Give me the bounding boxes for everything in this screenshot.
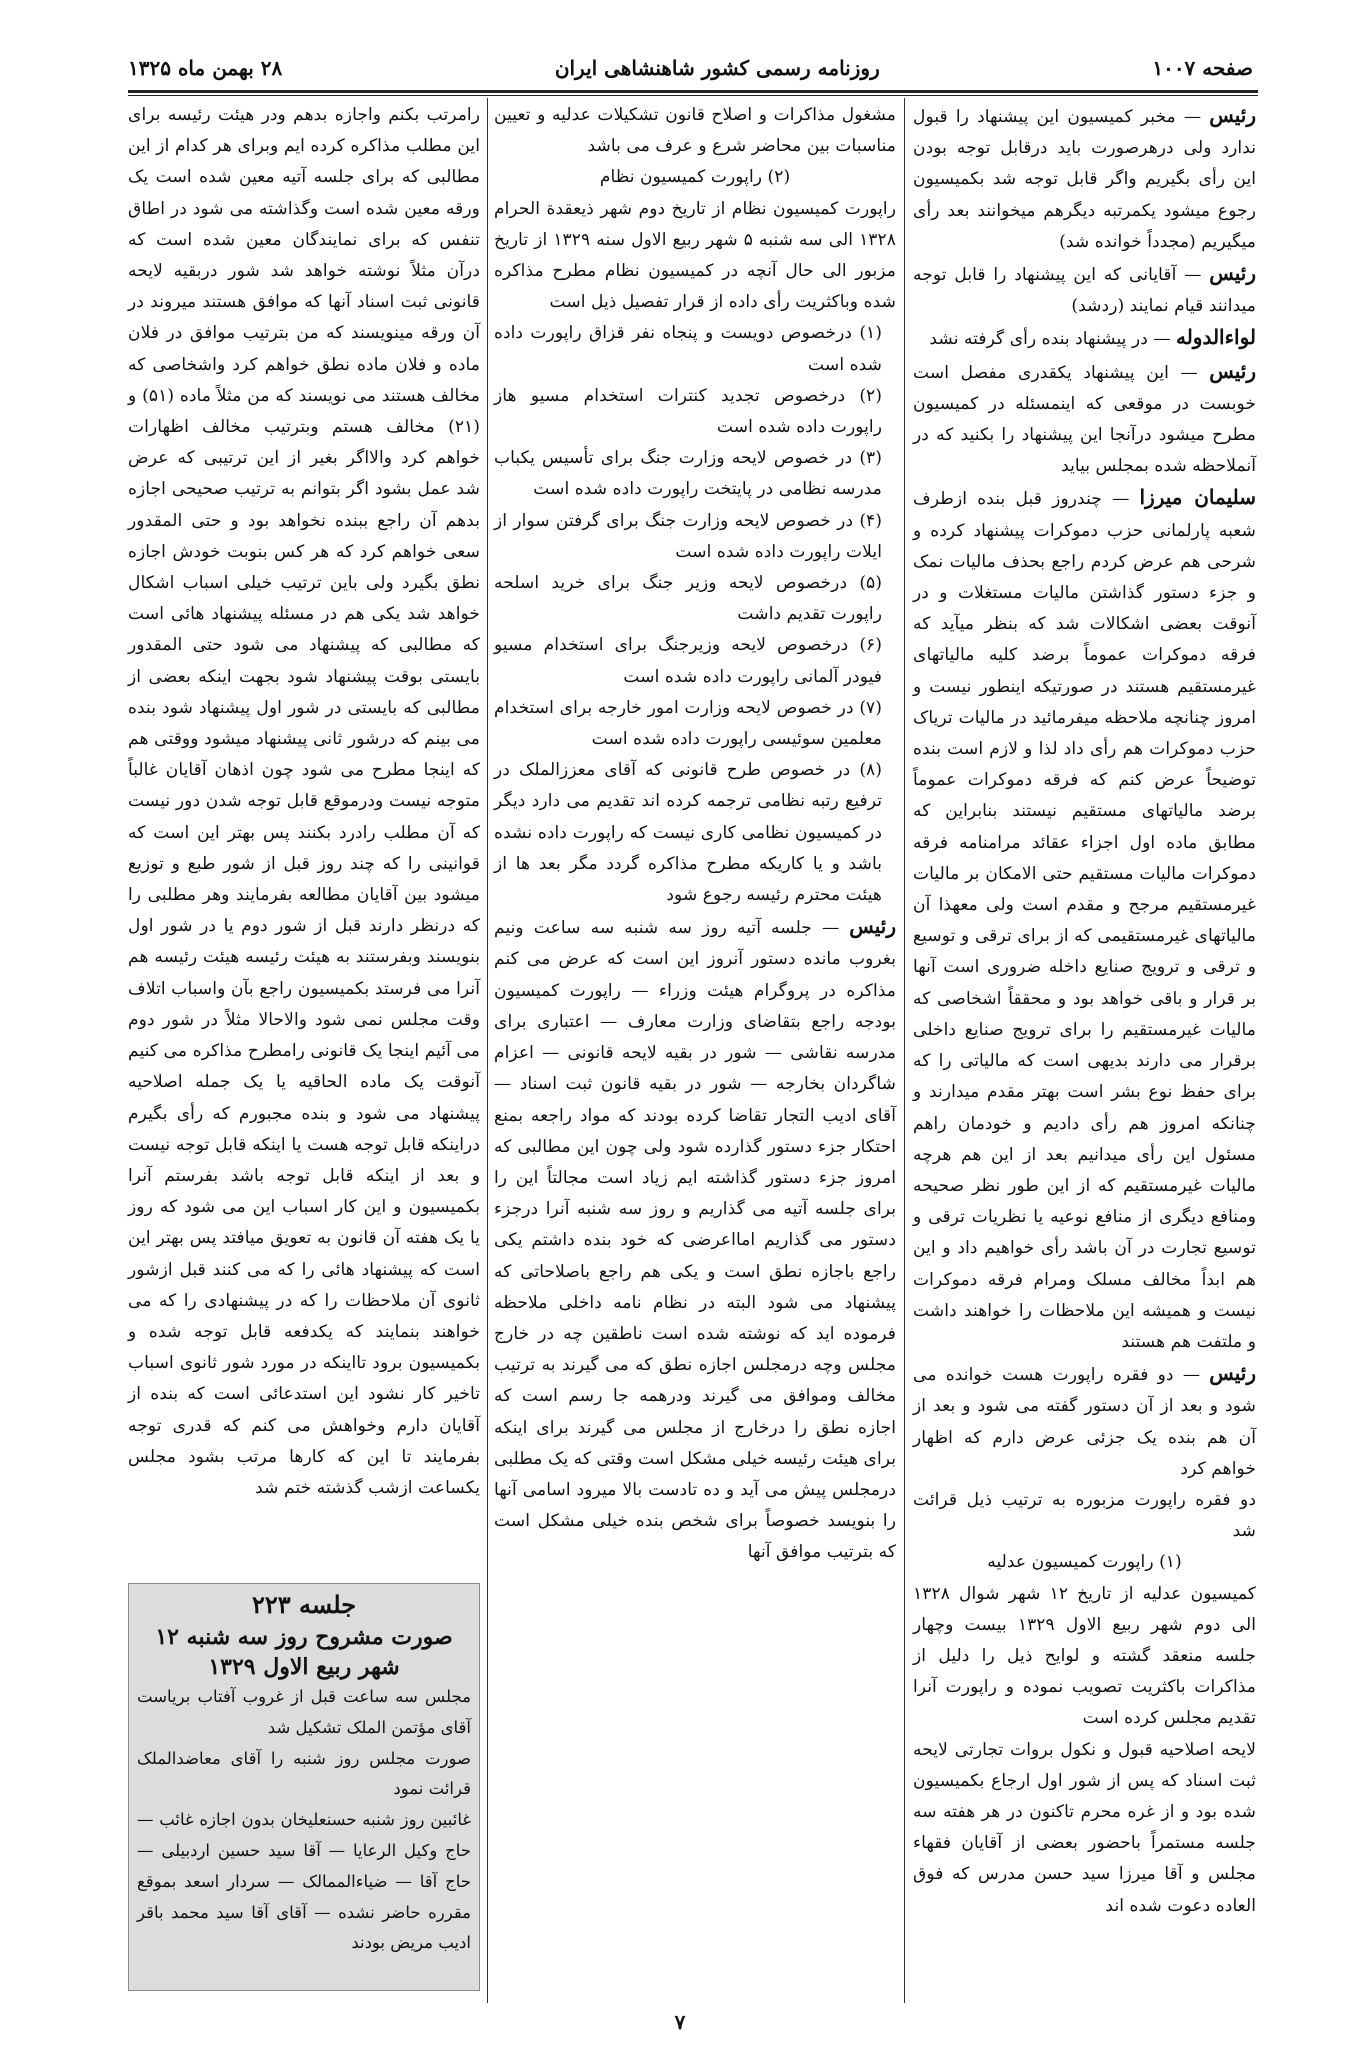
speaker-name: رئیس [1209, 1361, 1256, 1386]
article-paragraph [913, 1579, 1256, 1735]
article-paragraph [494, 318, 896, 380]
article-paragraph [913, 1358, 1256, 1485]
page-header [128, 48, 1253, 88]
paragraph-text: — جلسه آتیه روز سه شنبه سه ساعت ونیم بغروب مانده دستور آنروز این است که عرض می کنم مذاکره در پروگرام هیئت وزراء — راپورت کمیسیون بودجه راجع بتقاضای وزارت معارف — اعتباری برای مدرسه نقاشی — شور در بقیه لایحه قانونی — اعزام شاگردان بخارجه — شور در بقیه قانون ثبت اسناد — آقای ادیب التجار تقاضا کرده بودند که مواد راجعه بمنع احتکار جزء دستور گذارده شود ولی چون این مطالبی که امروز جزء دستور گذاشته ایم زیاد است مجالتاً این را برای جلسه آتیه می گذاریم و روز سه شنبه آنرا درجزء دستور می گذاریم امااعرضی که خود بنده داشتم یکی راجع باجازه نطق است و یکی هم راجع باصلاحاتی که پیشنهاد می شود البته در نظام نامه داخلی ملاحظه فرموده اید که نوشته شده است ناطقین چه در خارج مجلس وچه درمجلس اجازه نطق که می گیرند به ترتیب مخالف وموافق می گیرند ودرهمه جا رسم است که اجازه نطق را درخارج از مجلس می گیرند برای اینکه برای هیئت رئیسه خیلی مشکل است وقتی که یک مطلبی درمجلس پیش می آید و ده تادست بالا میرود اسامی آنها را بنویسد خصوصاً برای شخص بنده خیلی مشکل است که بترتیب موافق آنها [494, 918, 896, 1563]
speaker-name: رئیس [1209, 358, 1256, 383]
paragraph-text: مشغول مذاکرات و اصلاح قانون تشکیلات عدلیه و تعیین مناسبات بین محاضر شرع و عرف می باشد [494, 105, 896, 157]
speaker-name: لواءالدوله [1175, 325, 1256, 350]
session-title: صورت مشروح روز سه شنبه ۱۲ شهر ربیع الاول ۱۳۲۹ [155, 1624, 453, 1680]
session-paragraph: غائبین روز شنبه حسنعلیخان بدون اجازه غائب — حاج وکیل الرعایا — آقا سید حسین اردبیلی — حاج آقا — ضیاءالممالک — سردار اسعد بموقع مقرره حاضر نشده — آقای آقا سید محمد باقر ادیب مریض بودند [137, 1810, 471, 1953]
paragraph-text: کمیسیون عدلیه از تاریخ ۱۲ شهر شوال ۱۳۲۸ الی دوم شهر ربیع الاول ۱۳۲۹ بیست وچهار جلسه منعقد گشته و لوایح ذیل را دلیل از مذاکرات باکثریت تصویب نموده و راپورت آنرا تقدیم مجلس کرده است [913, 1583, 1256, 1729]
article-paragraph [913, 482, 1256, 1358]
paragraph-text: (۸) در خصوص طرح قانونی که آقای معززالملک در ترفیع رتبه نظامی ترجمه کرده اند تقدیم می دارد دیگر در کمیسیون نظامی کاری نیست که راپورت داده نشده باشد و یا کاریکه مطرح مذاکره گردد مگر بعد ها از هیئت محترم رئیسه رجوع شود [494, 760, 882, 906]
article-paragraph [128, 100, 480, 1504]
article-paragraph [913, 1485, 1256, 1547]
paragraph-text: لایحه اصلاحیه قبول و نکول بروات تجارتی لایحه ثبت اسناد که پس از شور اول ارجاع بکمیسیون شده بود و از غره محرم تاکنون در هر هفته سه جلسه مستمراً باحضور بعضی از آقایان فقهاء مجلس و آقا میرزا سید حسن مدرس که فوق العاده دعوت شده اند [913, 1739, 1256, 1916]
article-paragraph [494, 911, 896, 1568]
header-rule [128, 90, 1258, 93]
paragraph-text: رامرتب بکنم واجازه بدهم ودر هیئت رئیسه برای این مطلب مذاکره کرده ایم وبرای هر کدام از این مطالبی که برای جلسه آتیه معین شده است یک ورقه معین شده است وگذاشته می شود در اطاق تنفس که برای نمایندگان معین شده است که درآن مثلاً نوشته خواهد شد شور دربقیه لایحه قانونی ثبت اسناد آنها که موافق هستند میروند در آن ورقه مینویسند که من بترتیب موافق در فلان ماده و فلان ماده نطق خواهم کرد واشخاصی که مخالف هستند می نویسند که من مثلاً ماده (۵۱) و (۲۱) مخالف هستم وبترتیب مخالف اظهارات خواهم کرد والااگر بغیر از این ترتیبی که عرض شد عمل بشود اگر بتوانم به ترتیب صحیحی اجازه بدهم آن راجع ببنده نخواهد بود و حتی المقدور سعی خواهم کرد که هر کس بنوبت خودش اجازه نطق بگیرد ولی باین ترتیب خیلی اسباب اشکال خواهد شد یکی هم در مسئله پیشنهاد هائی است که مطالبی که پیشنهاد می شود حتی المقدور بایستی بوقت پیشنهاد شود بجهت اینکه بعضی از مطالبی که بایستی در شور اول پیشنهاد شود بنده می بینم که درشور ثانی پیشنهاد میشود ووقتی هم که اینجا مطرح می شود چون اذهان آقایان غالباً متوجه نیست ودرموقع قابل توجه شدن دور نیست که آن مطلب رادرد بکنند پس بهتر این است که قوانینی را که چند روز قبل از شور طبع و توزیع میشود بین آقایان مطالعه بفرمایند وهر مطلبی را که درنظر دارند قبل از شور دوم یا در شور اول بنویسند وبفرستند به هیئت رئیسه هیئت رئیسه هم آنرا می فرستد بکمیسیون راجع بآن واسباب اتلاف وقت مجلس نمی شود والاحالا مثلاً در شور دوم می آئیم اینجا یک قانونی رامطرح مذاکره می کنیم آنوقت یک ماده الحاقیه یا یک جمله اصلاحیه پیشنهاد می شود و بنده مجبورم که رأی بگیرم دراینکه قابل توجه هست یا اینکه قابل توجه نیست و بعد از اینکه قابل توجه باشد بفرستم آنرا بکمیسیون و این کار اسباب این می شود که روز یا یک هفته آن قانون به تعویق میافتد پس بهتر این است که پیشنهاد هائی را که می کنند قبل ازشور ثانوی آن ملاحظات را که در پیشنهادی را که می خواهند بنمایند که یکدفعه قابل توجه شده و بکمیسیون برود تااینکه در مورد شور ثانوی اسباب تاخیر کار نشود این استدعائی است که بنده از آقایان دارم وخواهش می کنم که قدری توجه بفرمایند تا این که کارها مرتب بشود مجلس یکساعت ازشب گذشته ختم شد [128, 105, 480, 1498]
paragraph-text: (۲) درخصوص تجدید کنترات استخدام مسیو هاز راپورت داده شده است [494, 385, 882, 438]
column-divider [904, 98, 905, 2003]
paragraph-text: (۳) در خصوص لایحه وزارت جنگ برای تأسیس یکباب مدرسه نظامی در پایتخت راپورت داده شده است [494, 448, 882, 500]
paragraph-text: — دو فقره راپورت هست خوانده می شود و بعد از آن دستور گفته می شود و بعد از آن هم بنده یک جزئی عرض دارم که اظهار خواهم کرد [913, 1365, 1256, 1479]
session-paragraph: صورت مجلس روز شنبه را آقای معاضدالملک قرائت نمود [137, 1748, 471, 1799]
column-divider [487, 98, 488, 2003]
article-paragraph [913, 1547, 1256, 1578]
paragraph-text: — چندروز قبل بنده ازطرف شعبه پارلمانی حزب دموکرات پیشنهاد کرده و شرحی هم عرض کردم راجع بحذف مالیات نمک و جزء دستور گذاشتن مالیات مستغلات و در آنوقت بعضی اشکالات شد که بنظر میآید که فرقه دموکرات عموماً برضد کلیه مالیاتهای غیرمستقیم هستند در صورتیکه اینطور نیست و امروز چنانچه ملاحظه میفرمائید در مالیات تریاک حزب دموکرات هم رأی داد لذا و لازم است بنده توضیحاً عرض کنم که فرقه دموکرات عموماً برضد مالیاتهای مستقیم نیستند بنابراین که مطابق ماده اول اجزاء عقائد مرامنامه فرقه دموکرات مالیات مستقیم حتی الامکان بر مالیات غیرمستقیم مرجح و مقدم است ولی معهذا آن مالیاتهای غیرمستقیمی که از برای ترقی و توسیع و ترقی و ترویج صنایع داخله ضروری است آنها بر قرار و باقی خواهد بود و محققاً اشخاصی که مالیات غیرمستقیم را برای ترویج صنایع داخلی برقرار می دارند بدیهی است که مالیاتی را که برای حفظ نوع بشر است بهتر مقدم میدارند و چنانکه امروز هم رأی دادیم و خودمان راهم مسئول این رأی میدانیم بعد از این هم هرچه مالیات غیرمستقیم که از این طور نظر صحیحه ومنافع دیگری از منافع نوعیه یا نظریات ترقی و توسیع تجارت در آن باشد رأی خواهیم داد و این هم ابداً مخالف مسلک ومرام فرقه دموکرات نیست و همیشه این ملاحظات را خواهند داشت و ملتفت هم هستند [913, 489, 1256, 1352]
article-paragraph [913, 356, 1256, 483]
column-right [913, 100, 1256, 2005]
paragraph-text: (۵) درخصوص لایحه وزیر جنگ برای خرید اسلحه راپورت تقدیم داشت [494, 573, 882, 625]
paragraph-text: دو فقره راپورت مزبوره به ترتیب ذیل قرائت شد [913, 1489, 1256, 1542]
paragraph-text: — مخبر کمیسیون این پیشنهاد را قبول ندارد ولی درهرصورت باید درقابل توجه بودن این رأی بگیریم واگر قابل توجه شد بکمیسیون رجوع میشود یکمرتبه دیگرهم میخوانند بعد رأی میگیریم (مجدداً خوانده شد) [913, 107, 1256, 252]
article-paragraph [913, 100, 1256, 258]
speaker-name: سلیمان میرزا [1139, 485, 1256, 510]
paragraph-text: (۱) درخصوص دویست و پنجاه نفر قزاق راپورت داده شده است [494, 323, 882, 375]
paragraph-text: (۱) راپورت کمیسیون عدلیه [987, 1552, 1182, 1573]
article-paragraph [494, 568, 896, 630]
paragraph-text: (۷) در خصوص لایحه وزارت امور خارجه برای استخدام معلمین سوئیسی راپورت داده شده است [494, 697, 882, 750]
session-number: جلسه ۲۲۳ [251, 1590, 357, 1619]
paragraph-text: — آقایانی که این پیشنهاد را قابل توجه میدانند قیام نمایند (ردشد) [913, 265, 1256, 317]
page-number: ۷ [674, 2010, 686, 2034]
article-paragraph [913, 322, 1256, 355]
paragraph-text: (۴) در خصوص لایحه وزارت جنگ برای گرفتن سوار از ایلات راپورت داده شده است [494, 510, 882, 562]
article-paragraph [494, 381, 896, 443]
speaker-name: رئیس [1209, 261, 1256, 286]
article-paragraph [913, 1735, 1256, 1922]
session-box [128, 1583, 480, 1991]
column-left [128, 100, 480, 1580]
article-paragraph [494, 100, 896, 162]
article-paragraph [494, 693, 896, 755]
article-paragraph [494, 755, 896, 911]
paragraph-text: — این پیشنهاد یکقدری مفصل است خوبست در موقعی که اینمسئله در کمیسیون مطرح میشود درآنجا این پیشنهاد را بکنید که در آنملاحظه شده بمجلس بیاید [913, 362, 1256, 477]
header-rule-thin [128, 95, 1258, 96]
session-paragraph: مجلس سه ساعت قبل از غروب آفتاب بریاست آقای مؤتمن الملک تشکیل شد [137, 1687, 471, 1737]
article-paragraph [494, 194, 896, 319]
article-paragraph [494, 162, 896, 193]
article-paragraph [494, 630, 896, 692]
issue-date: ۲۸ بهمن ماه ۱۳۲۵ [128, 56, 283, 80]
column-middle [494, 100, 896, 2005]
article-paragraph [913, 258, 1256, 322]
speaker-name: رئیس [1209, 103, 1256, 127]
paragraph-text: راپورت کمیسیون نظام از تاریخ دوم شهر ذیعقدة الحرام ۱۳۲۸ الی سه شنبه ۵ شهر ربیع الاول سنه ۱۳۲۹ از تاریخ مزبور الی حال آنچه در کمیسیون نظام مطرح مذاکره شده وباکثریت رأی داده از قرار تفصیل ذیل است [494, 198, 896, 313]
article-paragraph [494, 443, 896, 505]
newspaper-title: روزنامه رسمی کشور شاهنشاهی ایران [554, 56, 880, 80]
paragraph-text: (۶) درخصوص لایحه وزیرجنگ برای استخدام مسیو فیودر آلمانی راپورت داده شده است [494, 635, 882, 687]
paragraph-text: (۲) راپورت کمیسیون نظام [599, 167, 791, 188]
article-paragraph [494, 506, 896, 568]
paragraph-text: — در پیشنهاد بنده رأی گرفته نشد [929, 329, 1176, 350]
page-label: صفحه ۱۰۰۷ [1152, 56, 1253, 80]
speaker-name: رئیس [849, 914, 896, 939]
